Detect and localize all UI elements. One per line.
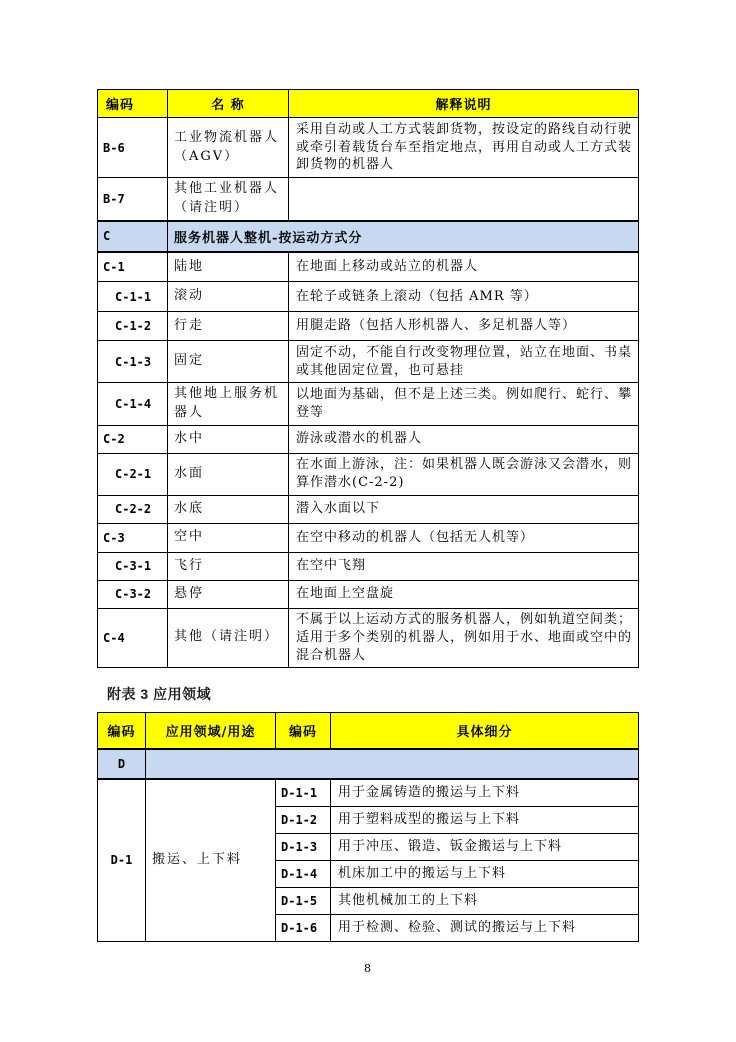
code-cell: D-1-5	[276, 887, 331, 914]
detail-cell: 用于金属铸造的搬运与上下料	[331, 779, 639, 806]
section-row-c	[98, 221, 639, 252]
code-cell: D-1-4	[276, 860, 331, 887]
code-cell: C-1-4	[98, 383, 168, 426]
desc-cell: 在地面上移动或站立的机器人	[289, 252, 639, 282]
table-header-row	[98, 90, 639, 118]
header-desc: 解释说明	[289, 90, 639, 118]
table-row	[98, 523, 639, 552]
desc-cell: 以地面为基础，但不是上述三类。例如爬行、蛇行、攀登等	[289, 383, 639, 426]
section-title-cell: 服务机器人整机-按运动方式分	[168, 221, 639, 252]
table-row	[98, 383, 639, 426]
name-cell: 工业物流机器人（AGV）	[168, 118, 289, 178]
application-fields-table	[97, 712, 639, 942]
name-cell: 行走	[168, 312, 289, 341]
detail-cell: 用于冲压、锻造、钣金搬运与上下料	[331, 833, 639, 860]
name-cell: 其他工业机器人（请注明）	[168, 178, 289, 221]
page-number: 8	[364, 961, 371, 975]
code-cell: C-2-2	[98, 495, 168, 523]
name-cell: 其他（请注明）	[168, 608, 289, 667]
name-cell: 飞行	[168, 552, 289, 580]
header-code-2: 编码	[276, 712, 331, 749]
section-code-cell: C	[98, 221, 168, 252]
robot-classification-table	[97, 89, 639, 668]
header-detail: 具体细分	[331, 712, 639, 749]
group-code-cell: D-1	[98, 779, 146, 941]
desc-cell: 游泳或潜水的机器人	[289, 425, 639, 453]
desc-cell: 在空中移动的机器人（包括无人机等）	[289, 523, 639, 552]
desc-cell: 采用自动或人工方式装卸货物，按设定的路线自动行驶或牵引着载货台车至指定地点，再用自动或人工方式装卸货物的机器人	[289, 118, 639, 178]
code-cell: C-3-2	[98, 580, 168, 608]
table-row	[98, 118, 639, 178]
detail-cell: 机床加工中的搬运与上下料	[331, 860, 639, 887]
code-cell: C-4	[98, 608, 168, 667]
code-cell: C-1-2	[98, 312, 168, 341]
table-row	[98, 779, 639, 806]
section-d-merged-cell	[146, 749, 639, 779]
name-cell: 固定	[168, 341, 289, 383]
detail-cell: 其他机械加工的上下料	[331, 887, 639, 914]
table-row	[98, 341, 639, 383]
name-cell: 陆地	[168, 252, 289, 282]
code-cell: C-1-3	[98, 341, 168, 383]
desc-cell: 不属于以上运动方式的服务机器人，例如轨道空间类；适用于多个类别的机器人，例如用于水、地面或空中的混合机器人	[289, 608, 639, 667]
code-cell: C-2-1	[98, 453, 168, 495]
code-cell: B-7	[98, 178, 168, 221]
table-row	[98, 608, 639, 667]
name-cell: 水面	[168, 453, 289, 495]
desc-cell: 潜入水面以下	[289, 495, 639, 523]
code-cell: B-6	[98, 118, 168, 178]
table-row	[98, 178, 639, 221]
header-name: 名 称	[168, 90, 289, 118]
desc-cell: 固定不动，不能自行改变物理位置，站立在地面、书桌或其他固定位置，也可悬挂	[289, 341, 639, 383]
section-code-cell: D	[98, 749, 146, 779]
desc-cell: 用腿走路（包括人形机器人、多足机器人等）	[289, 312, 639, 341]
table-row	[98, 453, 639, 495]
table-row	[98, 252, 639, 282]
code-cell: C-3	[98, 523, 168, 552]
table-row	[98, 495, 639, 523]
group-field-cell: 搬运、上下料	[146, 779, 276, 941]
name-cell: 空中	[168, 523, 289, 552]
table-header-row	[98, 712, 639, 749]
header-field: 应用领域/用途	[146, 712, 276, 749]
table-row	[98, 282, 639, 312]
detail-cell: 用于检测、检验、测试的搬运与上下料	[331, 914, 639, 941]
table-row	[98, 425, 639, 453]
appendix-table-3-heading: 附表 3 应用领域	[107, 685, 212, 702]
code-cell: C-1	[98, 252, 168, 282]
desc-cell: 在空中飞翔	[289, 552, 639, 580]
desc-cell	[289, 178, 639, 221]
name-cell: 悬停	[168, 580, 289, 608]
header-code-1: 编码	[98, 712, 146, 749]
name-cell: 水中	[168, 425, 289, 453]
code-cell: D-1-6	[276, 914, 331, 941]
code-cell: D-1-1	[276, 779, 331, 806]
code-cell: D-1-2	[276, 806, 331, 833]
code-cell: C-3-1	[98, 552, 168, 580]
code-cell: C-2	[98, 425, 168, 453]
desc-cell: 在水面上游泳，注：如果机器人既会游泳又会潜水，则算作潜水(C-2-2)	[289, 453, 639, 495]
name-cell: 滚动	[168, 282, 289, 312]
table-row	[98, 580, 639, 608]
desc-cell: 在轮子或链条上滚动（包括 AMR 等）	[289, 282, 639, 312]
name-cell: 其他地上服务机器人	[168, 383, 289, 426]
table-row	[98, 312, 639, 341]
header-code: 编码	[98, 90, 168, 118]
code-cell: C-1-1	[98, 282, 168, 312]
name-cell: 水底	[168, 495, 289, 523]
code-cell: D-1-3	[276, 833, 331, 860]
table-row	[98, 552, 639, 580]
desc-cell: 在地面上空盘旋	[289, 580, 639, 608]
section-row-d	[98, 749, 639, 779]
document-content	[97, 0, 638, 975]
detail-cell: 用于塑料成型的搬运与上下料	[331, 806, 639, 833]
